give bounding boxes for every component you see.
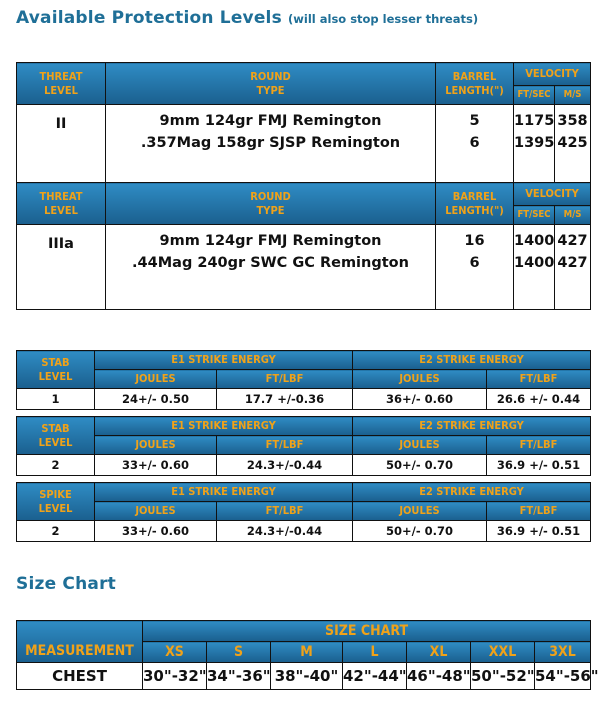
- size-3xl-header: 3XL: [535, 642, 591, 663]
- e2-strike-energy-header: E2 STRIKE ENERGY: [353, 483, 591, 502]
- protection-title: Available Protection Levels: [16, 8, 282, 28]
- size-xl-header: XL: [407, 642, 471, 663]
- strike-level-cell: 1: [17, 389, 95, 410]
- e1-strike-energy-header: E1 STRIKE ENERGY: [95, 417, 353, 436]
- e1-strike-energy-header: E1 STRIKE ENERGY: [95, 351, 353, 370]
- chest-xl-cell: 46"-48": [407, 663, 471, 690]
- size-xxl-header: XXL: [471, 642, 535, 663]
- round-type-cell: 9mm 124gr FMJ Remington .357Mag 158gr SJSP Remington: [106, 105, 436, 190]
- measurement-header: MEASUREMENT: [17, 621, 143, 663]
- ms-header: M/S: [555, 206, 591, 225]
- size-chart-heading: Size Chart: [16, 574, 116, 594]
- size-s-header: S: [207, 642, 271, 663]
- barrel-length-cell: 5 6: [436, 105, 514, 190]
- ftsec-cell: 1175 1395: [514, 105, 555, 190]
- threat-level-cell: II: [17, 105, 106, 190]
- chest-l-cell: 42"-44": [343, 663, 407, 690]
- size-xs-header: XS: [143, 642, 207, 663]
- chest-3xl-cell: 54"-56": [535, 663, 591, 690]
- strike-type-header: SPIKE LEVEL: [17, 483, 95, 521]
- e1-joules-header: JOULES: [95, 502, 217, 521]
- round-type-cell: 9mm 124gr FMJ Remington .44Mag 240gr SWC GC Remington: [106, 225, 436, 310]
- threat-level-header: THREAT LEVEL: [17, 183, 106, 225]
- round-type-header: ROUND TYPE: [106, 183, 436, 225]
- strike-level-cell: 2: [17, 455, 95, 476]
- e2-joules-header: JOULES: [353, 436, 487, 455]
- e2-ftlbf-header: FT/LBF: [487, 502, 591, 521]
- threat-level-cell: IIIa: [17, 225, 106, 310]
- e2-strike-energy-header: E2 STRIKE ENERGY: [353, 417, 591, 436]
- e2-ftlbf-cell: 36.9 +/- 0.51: [487, 455, 591, 476]
- ms-cell: 427 427: [555, 225, 591, 310]
- e1-joules-cell: 33+/- 0.60: [95, 521, 217, 542]
- strike-type-header: STAB LEVEL: [17, 351, 95, 389]
- size-m-header: M: [271, 642, 343, 663]
- e1-ftlbf-cell: 24.3+/-0.44: [217, 455, 353, 476]
- chest-xs-cell: 30"-32": [143, 663, 207, 690]
- velocity-header: VELOCITY: [514, 63, 591, 86]
- e2-ftlbf-cell: 26.6 +/- 0.44: [487, 389, 591, 410]
- size-chart-table: [16, 620, 599, 690]
- e2-joules-cell: 50+/- 0.70: [353, 521, 487, 542]
- ftsec-header: FT/SEC: [514, 86, 555, 105]
- strike-energy-table-spike-2: [16, 482, 591, 542]
- e1-ftlbf-cell: 17.7 +/-0.36: [217, 389, 353, 410]
- e1-ftlbf-cell: 24.3+/-0.44: [217, 521, 353, 542]
- e1-joules-header: JOULES: [95, 370, 217, 389]
- e1-joules-cell: 33+/- 0.60: [95, 455, 217, 476]
- e2-strike-energy-header: E2 STRIKE ENERGY: [353, 351, 591, 370]
- protection-heading: [16, 8, 478, 28]
- e2-joules-cell: 50+/- 0.70: [353, 455, 487, 476]
- e2-ftlbf-header: FT/LBF: [487, 370, 591, 389]
- e2-joules-header: JOULES: [353, 370, 487, 389]
- e2-ftlbf-cell: 36.9 +/- 0.51: [487, 521, 591, 542]
- e1-joules-header: JOULES: [95, 436, 217, 455]
- e1-joules-cell: 24+/- 0.50: [95, 389, 217, 410]
- ftsec-cell: 1400 1400: [514, 225, 555, 310]
- ms-cell: 358 425: [555, 105, 591, 190]
- size-chart-title: SIZE CHART: [143, 621, 591, 642]
- strike-type-header: STAB LEVEL: [17, 417, 95, 455]
- barrel-length-header: BARREL LENGTH("): [436, 63, 514, 105]
- barrel-length-cell: 16 6: [436, 225, 514, 310]
- ftsec-header: FT/SEC: [514, 206, 555, 225]
- e2-joules-header: JOULES: [353, 502, 487, 521]
- chest-xxl-cell: 50"-52": [471, 663, 535, 690]
- e1-ftlbf-header: FT/LBF: [217, 370, 353, 389]
- velocity-header: VELOCITY: [514, 183, 591, 206]
- protection-note: (will also stop lesser threats): [288, 12, 479, 26]
- e1-ftlbf-header: FT/LBF: [217, 436, 353, 455]
- e2-joules-cell: 36+/- 0.60: [353, 389, 487, 410]
- protection-table-level-ii: [16, 62, 591, 190]
- round-type-header: ROUND TYPE: [106, 63, 436, 105]
- chest-label-cell: CHEST: [17, 663, 143, 690]
- e1-ftlbf-header: FT/LBF: [217, 502, 353, 521]
- chest-m-cell: 38"-40": [271, 663, 343, 690]
- barrel-length-header: BARREL LENGTH("): [436, 183, 514, 225]
- strike-level-cell: 2: [17, 521, 95, 542]
- chest-s-cell: 34"-36": [207, 663, 271, 690]
- e1-strike-energy-header: E1 STRIKE ENERGY: [95, 483, 353, 502]
- protection-table-level-iiia: [16, 182, 591, 310]
- ms-header: M/S: [555, 86, 591, 105]
- strike-energy-table-stab-1: [16, 350, 591, 410]
- e2-ftlbf-header: FT/LBF: [487, 436, 591, 455]
- size-l-header: L: [343, 642, 407, 663]
- threat-level-header: THREAT LEVEL: [17, 63, 106, 105]
- strike-energy-table-stab-2: [16, 416, 591, 476]
